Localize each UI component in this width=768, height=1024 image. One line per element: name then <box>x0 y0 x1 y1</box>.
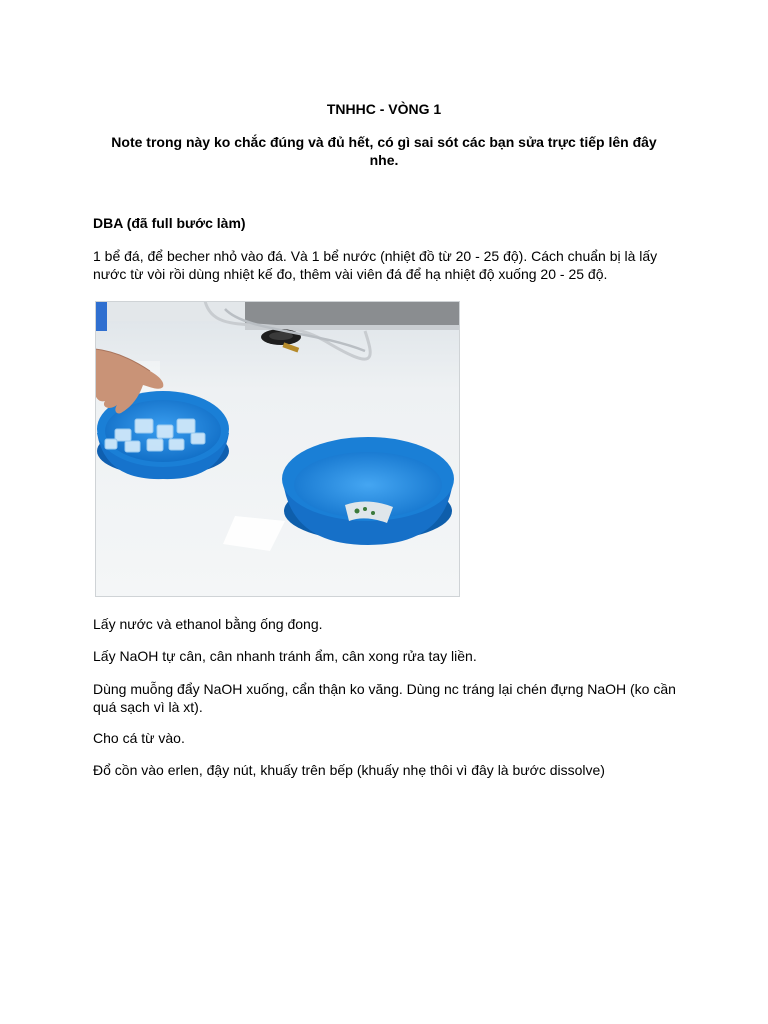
step-2: Lấy NaOH tự cân, cân nhanh tránh ẩm, cân xong rửa tay liền. <box>93 648 477 664</box>
step-1: Lấy nước và ethanol bằng ống đong. <box>93 616 323 632</box>
step-3: Dùng muỗng đẩy NaOH xuống, cẩn thận ko văng. Dùng nc tráng lại chén đựng NaOH (ko cần quá sạch vì là xt). <box>93 681 676 715</box>
document-title: TNHHC - VÒNG 1 <box>326 101 442 117</box>
step-5: Đổ cồn vào erlen, đậy nút, khuấy trên bếp (khuấy nhẹ thôi vì đây là bước dissolve) <box>93 762 605 778</box>
document-note: Note trong này ko chắc đúng và đủ hết, có gì sai sót các bạn sửa trực tiếp lên đây nhe. <box>111 134 657 168</box>
step-4: Cho cá từ vào. <box>93 730 185 746</box>
intro-paragraph: 1 bể đá, để becher nhỏ vào đá. Và 1 bể nước (nhiệt đồ từ 20 - 25 độ). Cách chuẩn bị là lấy nước từ vòi rồi dùng nhiệt kế đo, thêm vài viên đá để hạ nhiệt độ xuống 20 - 25 độ. <box>93 248 658 282</box>
ice-and-water-bowls-photo <box>95 301 460 597</box>
section-heading-dba: DBA (đã full bước làm) <box>93 215 246 231</box>
